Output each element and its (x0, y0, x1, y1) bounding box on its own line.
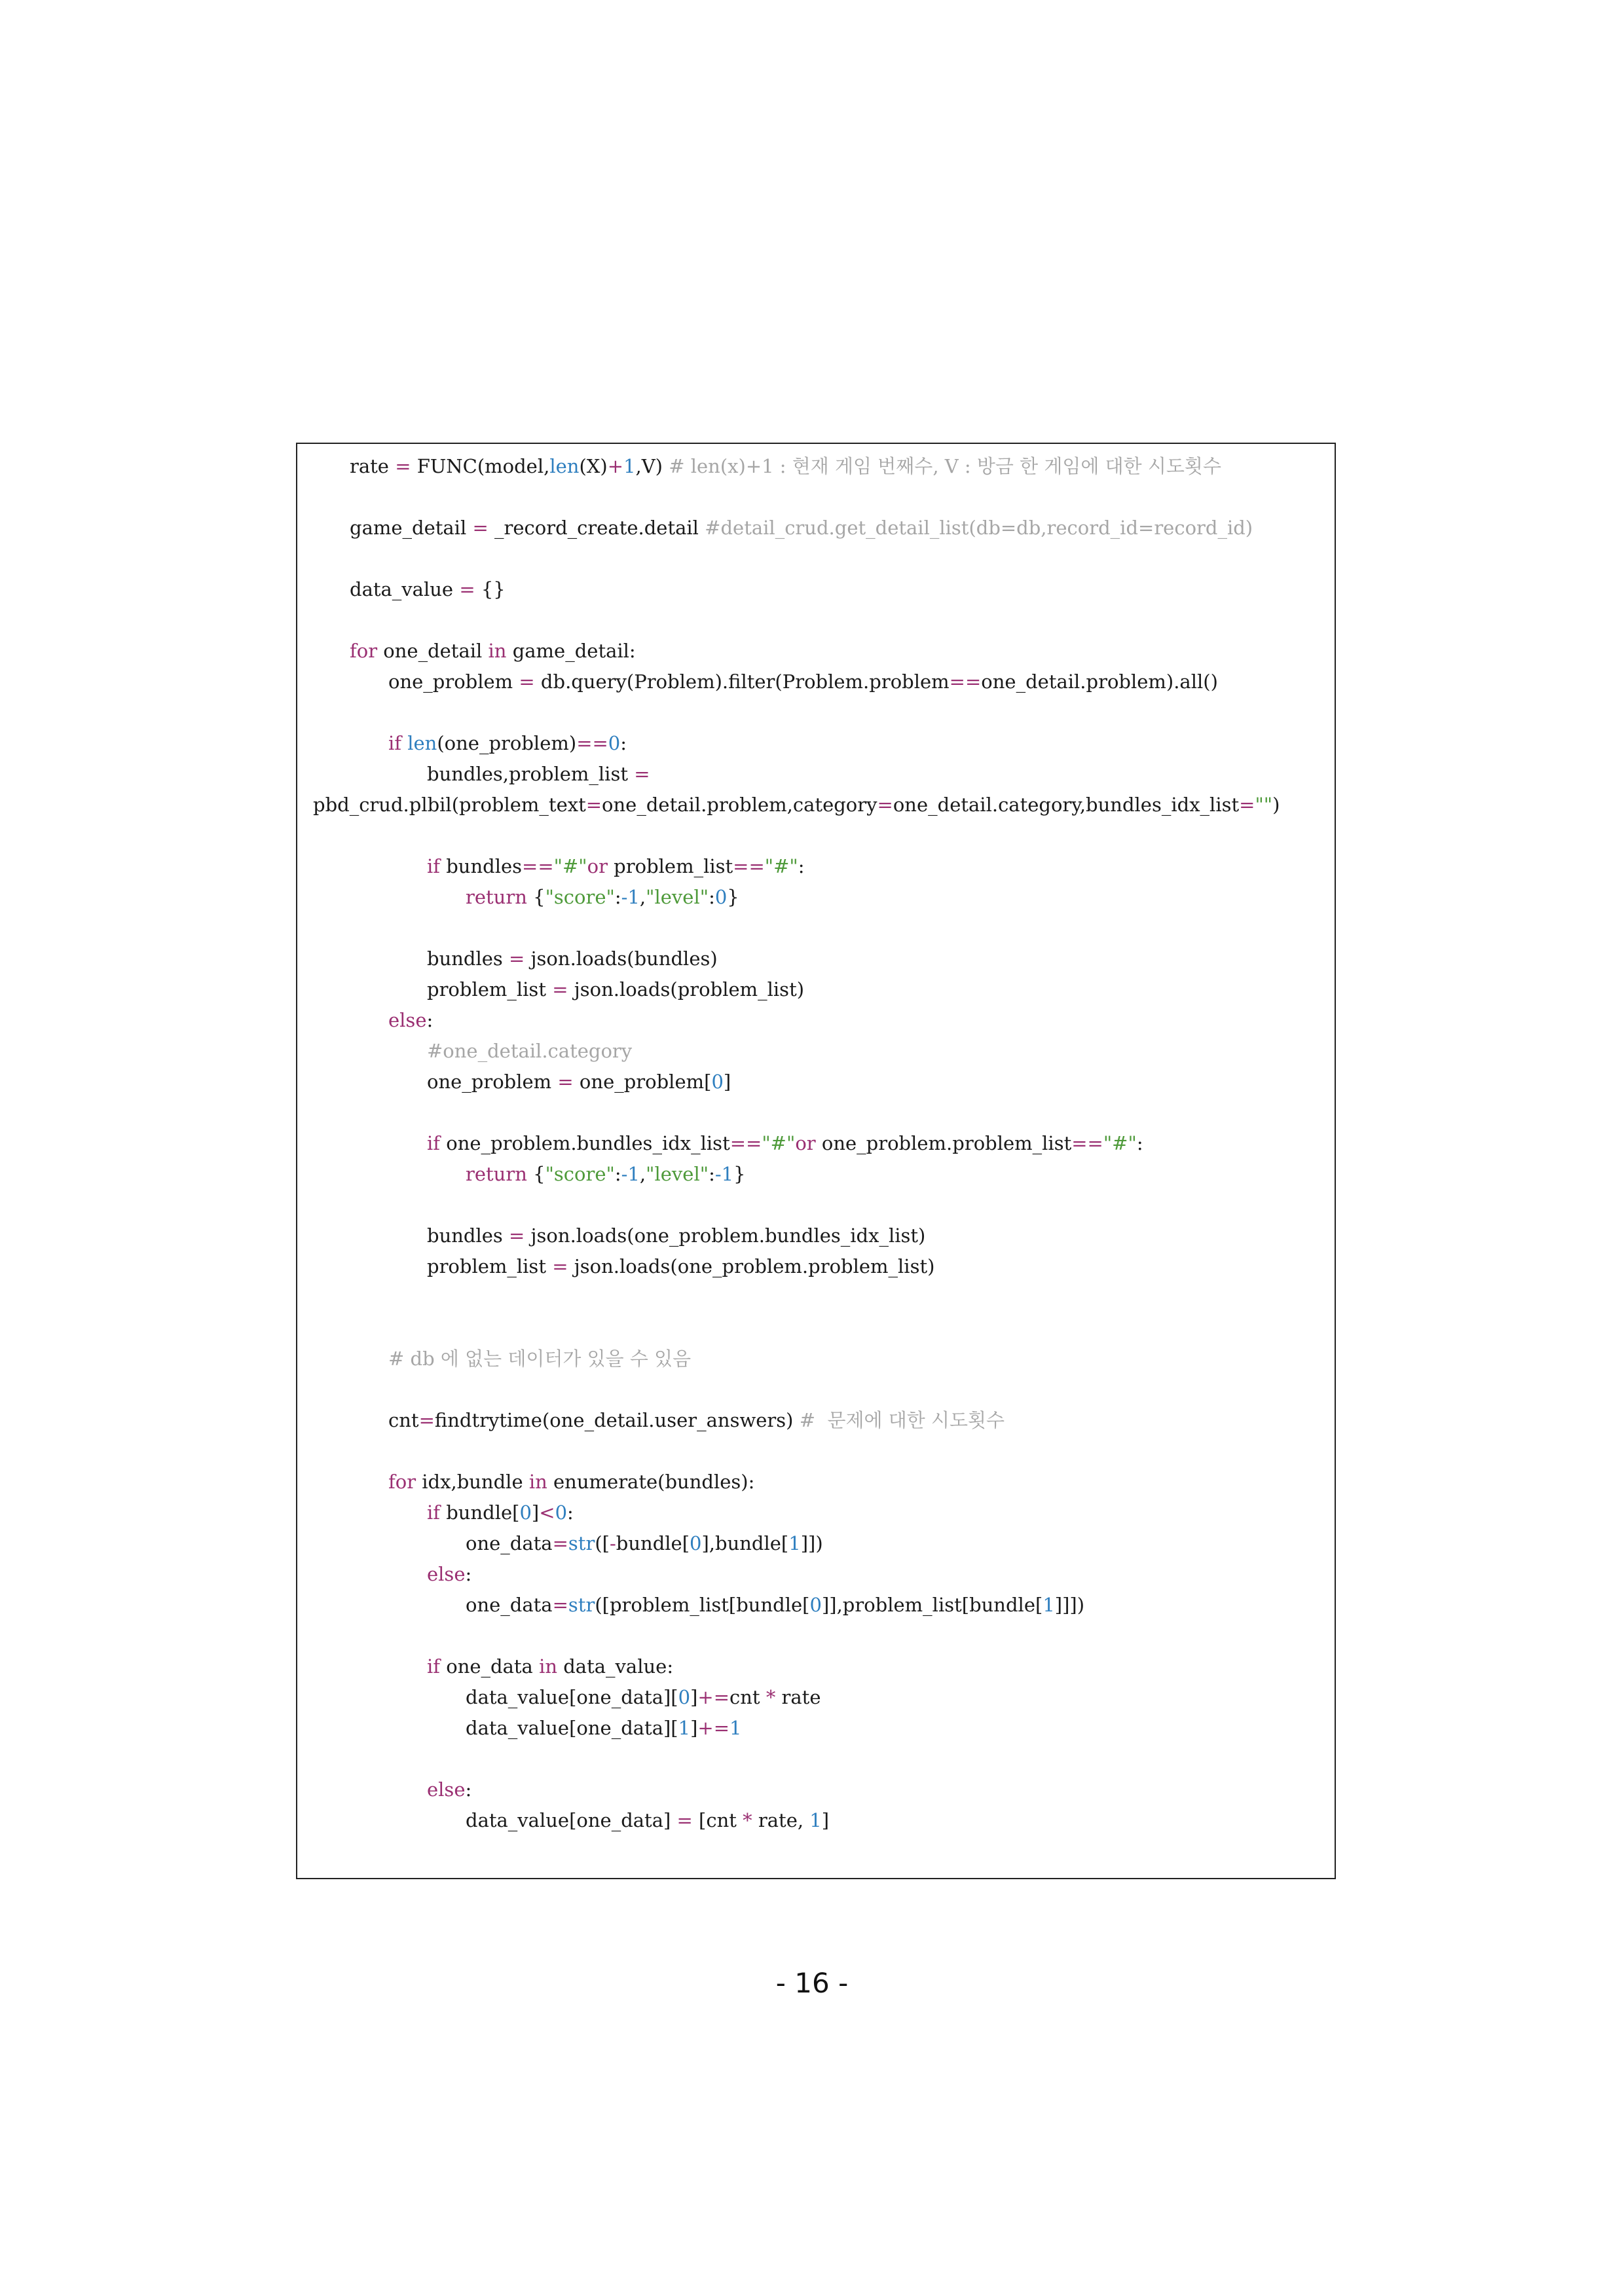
code-token: idx,bundle (416, 1471, 529, 1493)
code-token: # len(x)+1 : 현재 게임 번째수, V : 방금 한 게임에 대한 시도횟수 (669, 455, 1221, 477)
page-number: - 16 - (775, 1967, 849, 1999)
code-token: = (676, 1809, 693, 1831)
code-token: [cnt (692, 1809, 743, 1831)
code-token: } (733, 1163, 746, 1185)
code-token: : (620, 732, 627, 754)
code-token: db.query(Problem).filter(Problem.problem (534, 670, 950, 693)
code-token: if (427, 1132, 441, 1154)
code-line (466, 1592, 1084, 1618)
code-token: {} (475, 578, 506, 600)
code-token: -1 (714, 1163, 734, 1185)
code-token: = (552, 1594, 568, 1616)
code-token: cnt (388, 1409, 419, 1431)
code-token: bundle[ (616, 1532, 690, 1554)
code-token: one_detail (377, 640, 489, 662)
code-line (350, 453, 1221, 479)
code-token: json.loads(bundles) (525, 947, 718, 970)
code-token: ([problem_list[bundle[ (595, 1594, 810, 1616)
code-line (466, 1807, 829, 1833)
code-token: 1 (1043, 1594, 1055, 1616)
code-token: "" (1255, 794, 1273, 816)
code-token: "score" (545, 886, 615, 908)
code-token: if (388, 732, 402, 754)
code-token: = (877, 794, 893, 816)
code-token: 0 (608, 732, 621, 754)
code-token: == (522, 855, 554, 877)
code-token: = (509, 947, 525, 970)
code-listing-box (296, 443, 1336, 1879)
code-token: : (709, 886, 715, 908)
code-token: one_detail.problem,category (602, 794, 877, 816)
code-token: = (552, 978, 568, 1001)
code-token: == (576, 732, 608, 754)
code-token: enumerate(bundles): (547, 1471, 755, 1493)
code-token: #one_detail.category (427, 1040, 633, 1062)
code-token: problem_list (427, 1255, 553, 1277)
code-line (313, 792, 1280, 818)
code-token: return (466, 886, 527, 908)
code-token: : (567, 1501, 574, 1524)
code-token: else (427, 1778, 466, 1801)
code-token: += (697, 1686, 730, 1708)
code-line (466, 1715, 741, 1741)
code-token: 1 (729, 1717, 742, 1739)
code-token: data_value: (557, 1655, 674, 1678)
code-token: if (427, 1501, 441, 1524)
code-token: one_detail.problem).all() (981, 670, 1218, 693)
code-token: = (552, 1532, 568, 1554)
code-token: bundles (427, 947, 509, 970)
code-token: { (526, 1163, 545, 1185)
code-token: else (427, 1563, 466, 1585)
code-line (466, 1530, 823, 1556)
code-token: ] (690, 1717, 698, 1739)
code-token: 1 (788, 1532, 801, 1554)
code-token: 1 (809, 1809, 822, 1831)
code-token: ]]]) (1054, 1594, 1085, 1616)
code-token: data_value (350, 578, 460, 600)
code-token: : (1136, 1132, 1143, 1154)
code-token: , (639, 1163, 646, 1185)
code-token: * (766, 1686, 776, 1708)
code-token: str (568, 1532, 595, 1554)
code-token: problem_list (607, 855, 733, 877)
code-token: game_detail (350, 517, 473, 539)
code-token: FUNC(model, (411, 455, 550, 477)
code-token: (X) (579, 455, 608, 477)
code-token: 0 (714, 886, 728, 908)
code-line (388, 1469, 754, 1495)
code-token: += (697, 1717, 730, 1739)
code-token: = (585, 794, 602, 816)
code-line (427, 1561, 471, 1587)
code-token: rate (350, 455, 396, 477)
code-token: : (614, 886, 621, 908)
code-token: = (557, 1071, 574, 1093)
code-token: # db 에 없는 데이터가 있을 수 있음 (388, 1348, 692, 1370)
code-token: or (587, 855, 608, 877)
code-token: -1 (621, 1163, 640, 1185)
code-token: json.loads(one_problem.problem_list) (568, 1255, 935, 1277)
code-token: : (614, 1163, 621, 1185)
code-line (427, 976, 804, 1002)
code-token: "level" (646, 886, 709, 908)
code-line (427, 1653, 673, 1680)
code-token: one_data (466, 1532, 553, 1554)
code-line (427, 946, 718, 972)
code-line (427, 1253, 934, 1279)
code-token: for (350, 640, 378, 662)
code-token: rate (775, 1686, 821, 1708)
code-line (427, 1499, 574, 1526)
code-token: ]],problem_list[bundle[ (821, 1594, 1043, 1616)
code-line (466, 1161, 746, 1187)
code-token: 0 (555, 1501, 568, 1524)
code-token: ) (1272, 794, 1280, 816)
code-token: in (528, 1471, 547, 1493)
code-token: findtrytime(one_detail.user_answers) (434, 1409, 800, 1431)
code-token: ([ (595, 1532, 610, 1554)
code-token: 0 (678, 1686, 691, 1708)
code-token: = (634, 763, 650, 785)
code-token: == (729, 1132, 762, 1154)
code-token: rate, (752, 1809, 810, 1831)
code-line (466, 884, 739, 910)
code-line (427, 1038, 632, 1064)
code-token: data_value[one_data][ (466, 1717, 678, 1739)
code-line (388, 669, 1218, 695)
code-token: len (549, 455, 580, 477)
code-token: cnt (729, 1686, 766, 1708)
code-line (427, 761, 650, 787)
code-line (350, 638, 636, 664)
code-token: , (639, 886, 646, 908)
code-token: ] (821, 1809, 830, 1831)
code-token: = (552, 1255, 568, 1277)
code-line (350, 515, 1253, 541)
code-token: 1 (623, 455, 636, 477)
code-token: 0 (711, 1071, 724, 1093)
code-token: : (798, 855, 805, 877)
code-token: -1 (621, 886, 640, 908)
code-token: "#" (1103, 1132, 1137, 1154)
code-line (427, 1222, 925, 1249)
code-token: = (418, 1409, 435, 1431)
code-line (350, 576, 506, 602)
code-token: : (426, 1009, 434, 1031)
code-token: one_problem (388, 670, 519, 693)
code-token: for (388, 1471, 416, 1493)
code-token: "level" (646, 1163, 709, 1185)
code-token: bundles (427, 1224, 509, 1247)
code-token: if (427, 1655, 441, 1678)
code-line (427, 853, 805, 879)
code-token: (one_problem) (437, 732, 577, 754)
code-token: "#" (553, 855, 587, 877)
code-token: { (526, 886, 545, 908)
code-line (388, 1007, 433, 1033)
code-token: bundles (440, 855, 523, 877)
code-token: ] (723, 1071, 731, 1093)
code-token: : (465, 1563, 472, 1585)
code-token: in (539, 1655, 558, 1678)
code-token: } (727, 886, 739, 908)
code-token: 0 (690, 1532, 702, 1554)
code-token: = (459, 578, 475, 600)
code-token: one_data (466, 1594, 553, 1616)
code-token: or (795, 1132, 816, 1154)
code-token: ] (531, 1501, 540, 1524)
code-token: ],bundle[ (701, 1532, 789, 1554)
code-token: pbd_crud.plbil(problem_text (313, 794, 586, 816)
code-token: < (539, 1501, 555, 1524)
code-token: if (427, 855, 441, 877)
code-token: data_value[one_data][ (466, 1686, 678, 1708)
code-token: in (488, 640, 507, 662)
code-line (388, 1346, 691, 1372)
code-token: bundles,problem_list (427, 763, 635, 785)
code-token: + (607, 455, 624, 477)
code-token: # 문제에 대한 시도횟수 (799, 1409, 1005, 1431)
code-token: = (472, 517, 489, 539)
code-token: "score" (545, 1163, 615, 1185)
code-line (427, 1069, 731, 1095)
code-line (427, 1130, 1143, 1156)
code-token: problem_list (427, 978, 553, 1001)
code-token: "#" (764, 855, 798, 877)
code-token: == (733, 855, 765, 877)
code-token: _record_create.detail (488, 517, 705, 539)
code-token: 0 (519, 1501, 532, 1524)
code-token: "#" (762, 1132, 796, 1154)
code-token: ] (690, 1686, 698, 1708)
code-token: ]]) (800, 1532, 823, 1554)
code-token: = (519, 670, 535, 693)
code-token: return (466, 1163, 527, 1185)
code-line (466, 1684, 821, 1710)
code-token: == (949, 670, 982, 693)
code-token: one_detail.category,bundles_idx_list (893, 794, 1240, 816)
code-token: : (465, 1778, 472, 1801)
code-token: = (1239, 794, 1255, 816)
code-token: * (743, 1809, 752, 1831)
code-token: one_problem[ (573, 1071, 712, 1093)
code-token: json.loads(problem_list) (568, 978, 805, 1001)
code-token: #detail_crud.get_detail_list(db=db,record_id=record_id) (705, 517, 1253, 539)
code-token: one_data (440, 1655, 540, 1678)
code-token: one_problem.bundles_idx_list (440, 1132, 730, 1154)
code-token: bundle[ (440, 1501, 520, 1524)
code-token (401, 732, 407, 754)
code-token: - (609, 1532, 616, 1554)
code-token: one_problem (427, 1071, 558, 1093)
code-token: str (568, 1594, 595, 1616)
code-token: : (709, 1163, 715, 1185)
code-line (388, 1407, 1005, 1433)
code-token: = (395, 455, 411, 477)
code-token: len (407, 732, 437, 754)
code-line (388, 730, 627, 756)
code-token: = (509, 1224, 525, 1247)
code-token: game_detail: (506, 640, 636, 662)
code-token: == (1071, 1132, 1103, 1154)
code-token: else (388, 1009, 427, 1031)
code-line (427, 1776, 471, 1803)
code-token: ,V) (635, 455, 669, 477)
code-token: json.loads(one_problem.bundles_idx_list) (525, 1224, 926, 1247)
code-token: 0 (809, 1594, 822, 1616)
code-token: data_value[one_data] (466, 1809, 677, 1831)
code-token: 1 (678, 1717, 691, 1739)
code-token: one_problem.problem_list (815, 1132, 1072, 1154)
